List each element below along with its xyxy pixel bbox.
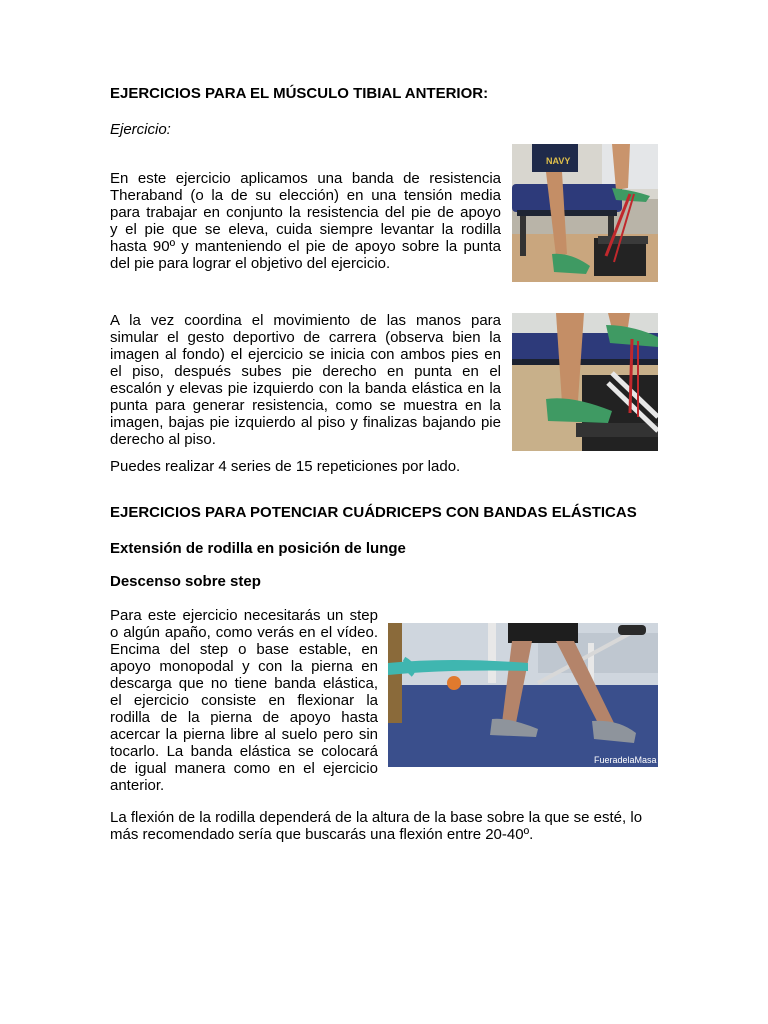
text-line: rodilla de la pierna de apoyo hasta <box>110 709 378 726</box>
exercise-photo-2 <box>512 313 658 451</box>
text-line: y el pie que se eleva, cuida siempre levantar la rodilla <box>110 221 501 238</box>
text-line: descarga que no tiene banda elástica, <box>110 675 378 692</box>
text-line: escalón y elevas pie izquierdo con la banda elástica en la <box>110 380 501 397</box>
section1-paragraph-1 <box>110 170 501 272</box>
series-text: Puedes realizar 4 series de 15 repeticiones por lado. <box>110 458 461 475</box>
text-line: Para este ejercicio necesitarás un step <box>110 607 378 624</box>
text-line: tocarlo. La banda elástica se colocará <box>110 743 378 760</box>
text-line: simular el gesto deportivo de carrera (observa bien la <box>110 329 501 346</box>
text-line: el ejercicio consiste en flexionar la <box>110 692 378 709</box>
text-line: apoyo monopodal y con la pierna en <box>110 658 378 675</box>
text-line: imagen, bajas pie izquierdo al piso y finalizas bajando pie <box>110 414 501 431</box>
text-line: En este ejercicio aplicamos una banda de resistencia <box>110 170 501 187</box>
section2-subheading-lunge: Extensión de rodilla en posición de lunge <box>110 540 406 557</box>
section1-heading: EJERCICIOS PARA EL MÚSCULO TIBIAL ANTERIOR: <box>110 85 489 102</box>
text-line: punta para generar resistencia, como se muestra en la <box>110 397 501 414</box>
text-line: acercar la pierna libre al suelo pero sin <box>110 726 378 743</box>
text-line: de igual manera como en el ejercicio <box>110 760 378 777</box>
text-line: anterior. <box>110 777 165 794</box>
photo-watermark: FueradelaMasa <box>594 755 657 765</box>
shorts-text: NAVY <box>546 156 571 166</box>
section1-paragraph-2 <box>110 312 501 448</box>
section2-subheading-step: Descenso sobre step <box>110 573 261 590</box>
text-line: para trabajar en conjunto la resistencia del pie de apoyo <box>110 204 501 221</box>
text-line: el piso, después subes pie derecho en punta en el <box>110 363 501 380</box>
section1-subheading: Ejercicio: <box>110 121 171 138</box>
final-paragraph <box>110 809 670 843</box>
text-line: hasta 90º y manteniendo el pie de apoyo sobre la punta <box>110 238 501 255</box>
exercise-photo-3 <box>388 623 658 767</box>
section2-paragraph <box>110 607 378 794</box>
section2-heading: EJERCICIOS PARA POTENCIAR CUÁDRICEPS CON BANDAS ELÁSTICAS <box>110 504 637 521</box>
text-line: del pie para lograr el objetivo del ejercicio. <box>110 255 391 272</box>
text-line: más recomendado sería que buscarás una flexión entre 20-40º. <box>110 826 534 843</box>
text-line: La flexión de la rodilla dependerá de la altura de la base sobre la que se esté, lo <box>110 809 643 826</box>
text-line: o algún apaño, como verás en el vídeo. <box>110 624 378 641</box>
exercise-photo-1 <box>512 144 658 282</box>
text-line: Encima del step o base estable, en <box>110 641 378 658</box>
text-line: derecho al piso. <box>110 431 216 448</box>
text-line: imagen al fondo) el ejercicio se inicia con ambos pies en <box>110 346 501 363</box>
text-line: Theraband (o la de su elección) en una tensión media <box>110 187 501 204</box>
text-line: A la vez coordina el movimiento de las manos para <box>110 312 501 329</box>
